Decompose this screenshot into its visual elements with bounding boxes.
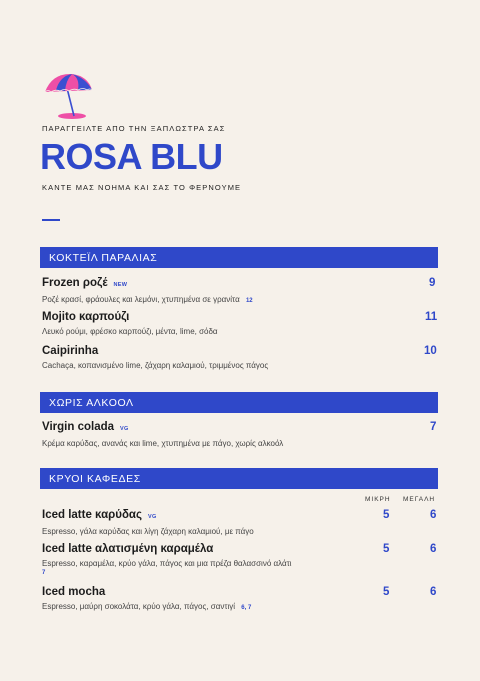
item-price-large: 6: [430, 509, 437, 521]
item-price-large: 6: [430, 586, 437, 598]
tagline-text: ΚΑΝΤΕ ΜΑΣ ΝΟΗΜΑ ΚΑΙ ΣΑΣ ΤΟ ΦΕΡΝΟΥΜΕ: [42, 183, 242, 192]
menu-item[interactable]: [42, 420, 438, 449]
menu-item[interactable]: [42, 585, 372, 614]
item-description: Λευκό ρούμι, φρέσκο καρπούζι, μέντα, lime, σόδα: [42, 327, 218, 336]
item-description: Espresso, μαύρη σοκολάτα, κρύο γάλα, πάγος, σαντιγί: [42, 602, 236, 611]
item-price: 9: [429, 277, 436, 289]
section-header-cocktails: ΚΟΚΤΕΪΛ ΠΑΡΑΛΙΑΣ: [40, 247, 438, 268]
item-price-large: 6: [430, 543, 437, 555]
item-badge: VG: [120, 426, 129, 432]
item-allergens: 12: [245, 298, 253, 304]
item-price-small: 5: [383, 509, 390, 521]
item-name: Iced latte αλατισμένη καραμέλα: [42, 543, 214, 555]
divider-dash: [42, 219, 60, 221]
kicker-text: ΠΑΡΑΓΓΕΙΛΤΕ ΑΠΟ ΤΗΝ ΞΑΠΛΩΣΤΡΑ ΣΑΣ: [42, 124, 226, 133]
beach-umbrella-icon: [42, 70, 98, 120]
item-price-small: 5: [383, 586, 390, 598]
item-price: 11: [425, 311, 438, 323]
item-name: Mojito καρπούζι: [42, 311, 130, 323]
menu-item[interactable]: [42, 344, 438, 371]
item-description: Cachaça, κοπανισμένο lime, ζάχαρη καλαμιού, τριμμένος πάγος: [42, 361, 269, 370]
item-description: Ροζέ κρασί, φράουλες και λεμόνι, χτυπημένα σε γρανίτα: [42, 295, 240, 304]
item-name: Frozen ροζέ: [42, 277, 108, 289]
item-name: Caipirinha: [42, 345, 99, 357]
menu-item[interactable]: [42, 276, 438, 307]
item-name: Virgin colada: [42, 421, 115, 433]
item-price-small: 5: [383, 543, 390, 555]
section-header-iced-coffees: ΚΡΥΟΙ ΚΑΦΕΔΕΣ: [40, 468, 438, 489]
item-price: 7: [430, 421, 437, 433]
item-badge: NEW: [113, 282, 128, 288]
item-description: Espresso, γάλα καρύδας και λίγη ζάχαρη καλαμιού, με πάγο: [42, 527, 254, 536]
item-description: Espresso, καραμέλα, κρύο γάλα, πάγος και μια πρέζα θαλασσινό αλάτι: [42, 559, 292, 568]
brand-title: ROSA BLU: [40, 136, 223, 177]
item-name: Iced latte καρύδας: [42, 509, 142, 521]
item-badge: VG: [147, 514, 157, 520]
item-description: Κρέμα καρύδας, ανανάς και lime, χτυπημένα με πάγο, χωρίς αλκοόλ: [42, 439, 284, 448]
size-small-header: ΜΙΚΡΗ: [365, 496, 391, 503]
menu-item[interactable]: [42, 508, 372, 537]
menu-item[interactable]: [42, 542, 372, 578]
item-allergens: 7: [42, 570, 46, 576]
item-allergens: 6, 7: [241, 605, 252, 611]
menu-item[interactable]: [42, 310, 438, 337]
size-large-header: ΜΕΓΑΛΗ: [403, 496, 436, 503]
section-header-non-alcoholic: ΧΩΡΙΣ ΑΛΚΟΟΛ: [40, 392, 438, 413]
item-price: 10: [424, 345, 437, 357]
item-name: Iced mocha: [42, 586, 106, 598]
